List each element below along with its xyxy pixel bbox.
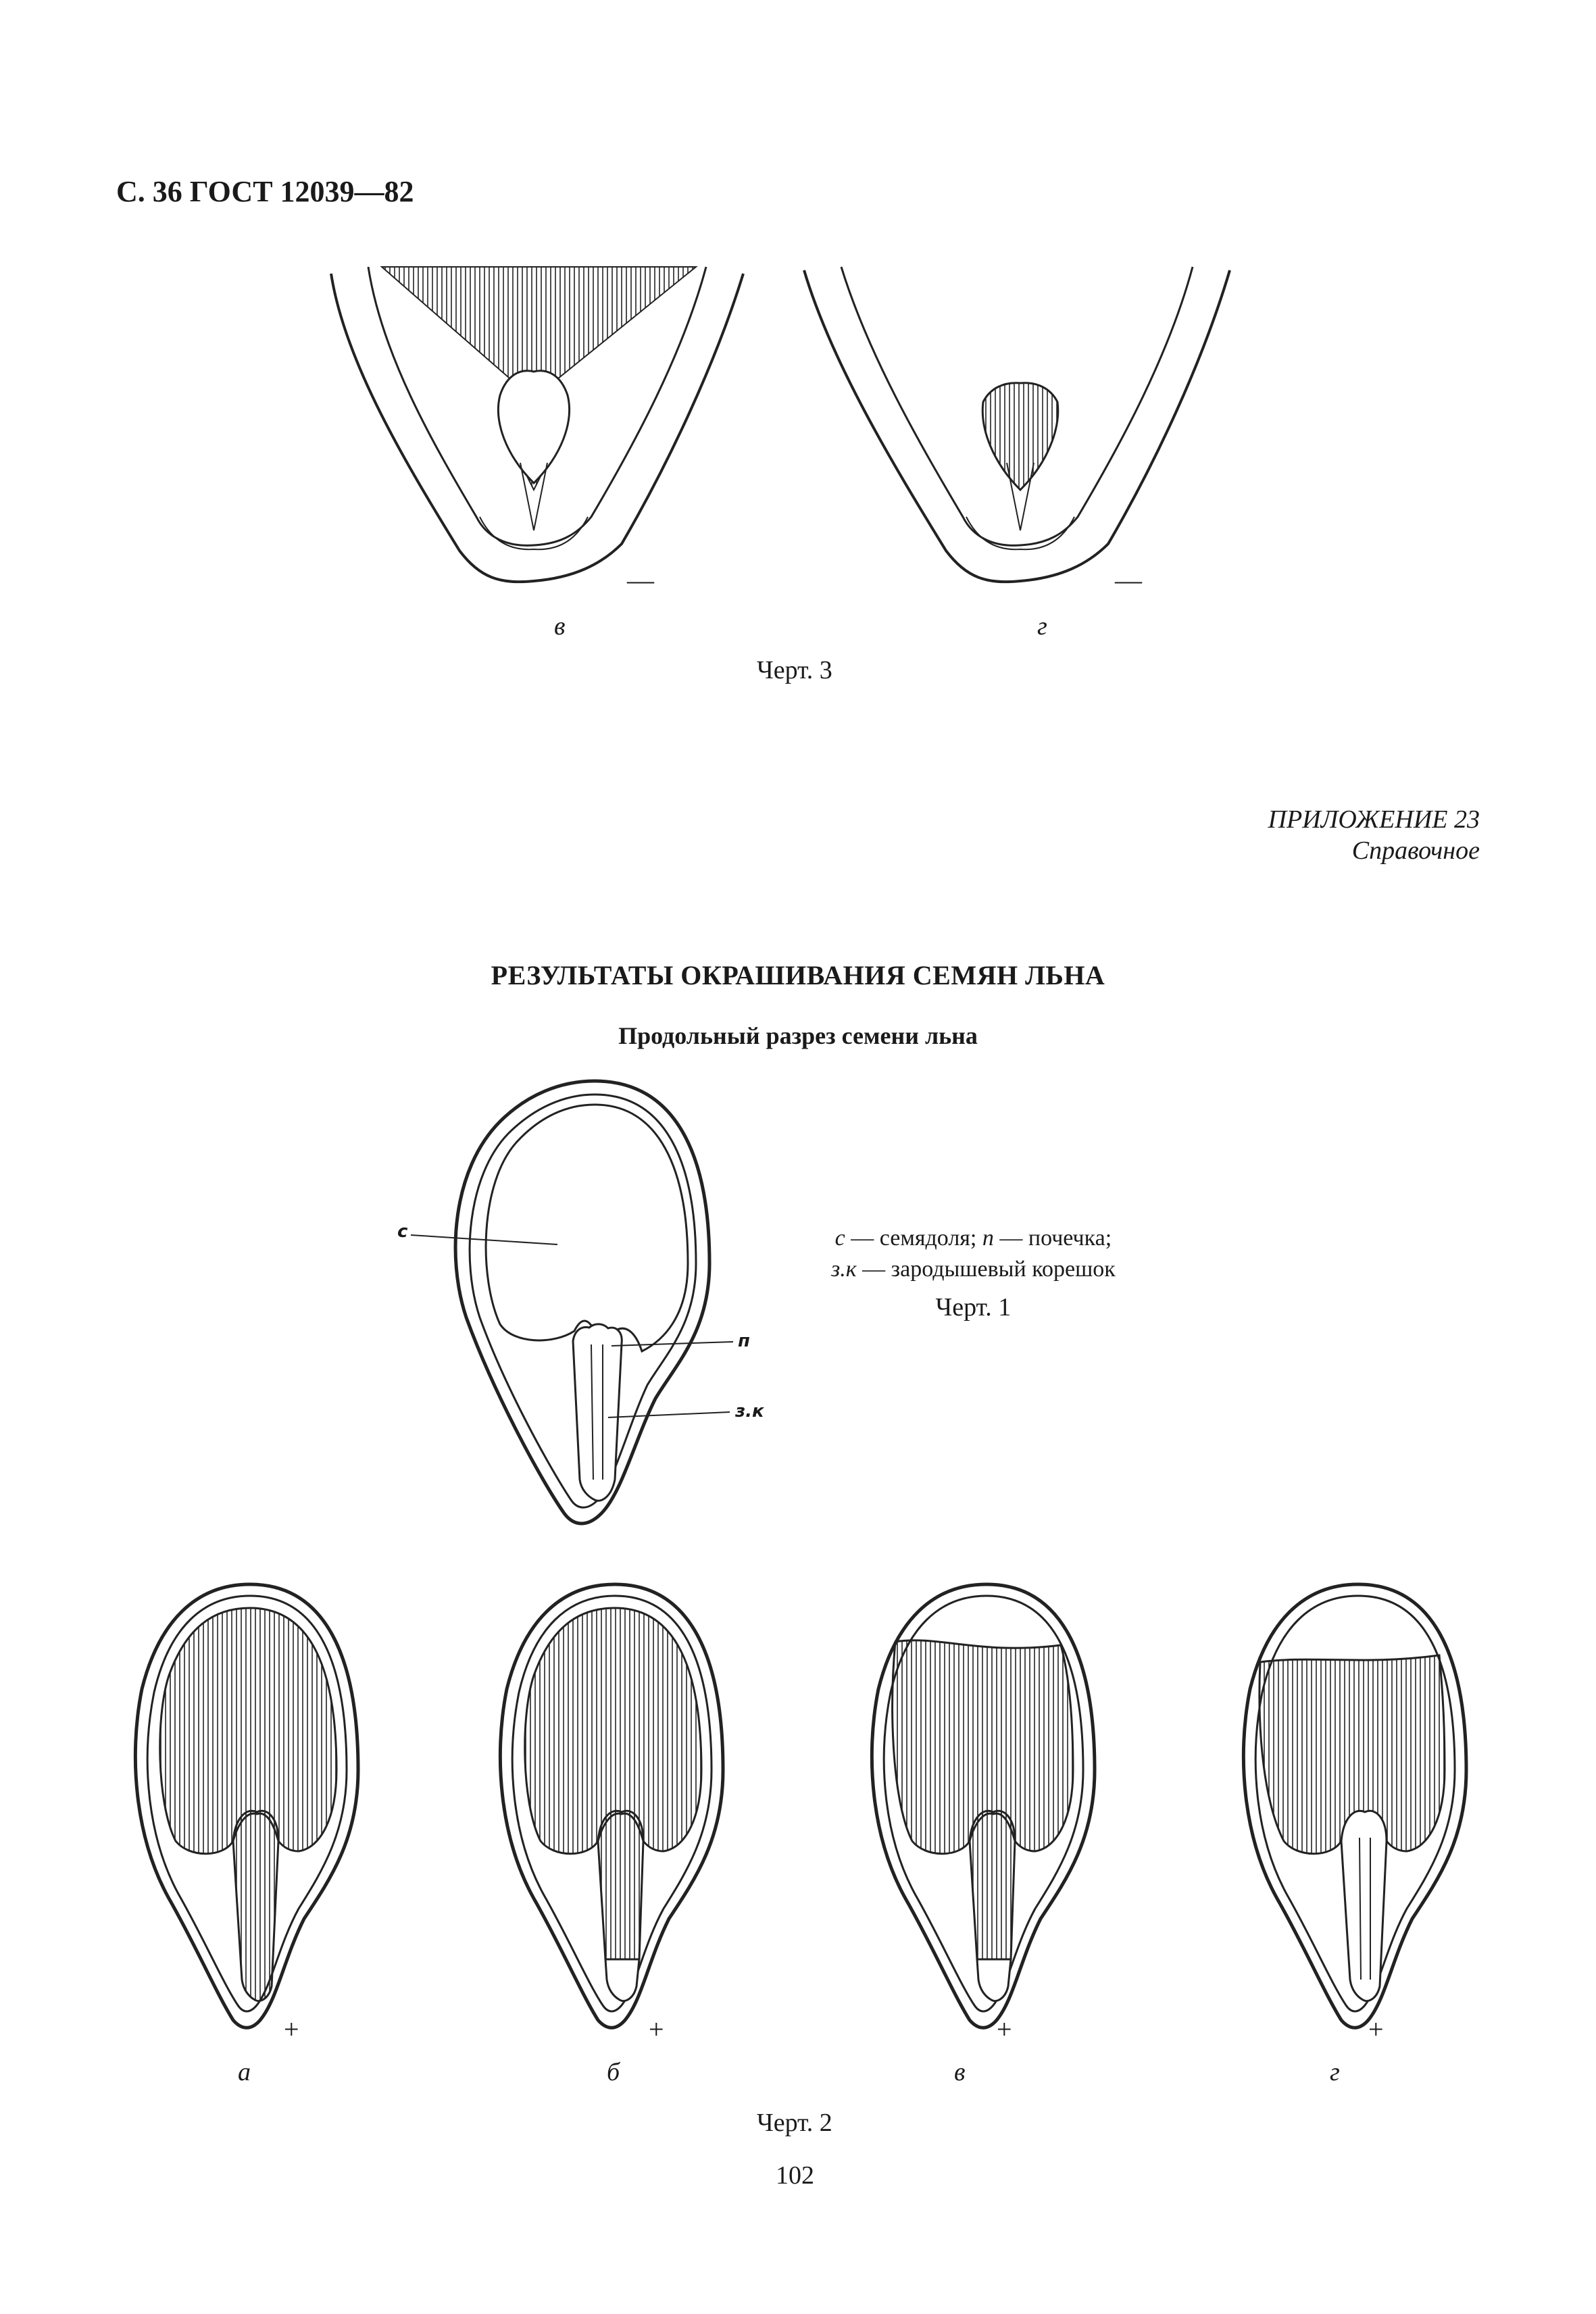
figure2-drawing bbox=[108, 1574, 1500, 2061]
figure1-caption: Черт. 1 bbox=[935, 1293, 1012, 1322]
page-header: С. 36 ГОСТ 12039—82 bbox=[116, 175, 414, 208]
legend-key-n: п bbox=[982, 1226, 994, 1251]
figure2-sign-v: + bbox=[997, 2014, 1012, 2044]
legend-line-1 bbox=[831, 1223, 1116, 1254]
legend-line-2 bbox=[831, 1254, 1116, 1285]
figure2-sign-a: + bbox=[284, 2014, 299, 2044]
figure2-label-a: а bbox=[238, 2058, 251, 2086]
figure1-pointer-n: п bbox=[738, 1331, 750, 1351]
figure1-drawing bbox=[392, 1074, 770, 1547]
figure2-sign-g: + bbox=[1368, 2014, 1384, 2044]
section-subtitle: Продольный разрез семени льна bbox=[618, 1022, 978, 1049]
figure3-sign-g: — bbox=[1115, 565, 1142, 595]
legend-key-c: с bbox=[834, 1226, 845, 1251]
figure2-seed-v bbox=[872, 1584, 1095, 2028]
legend-text-zk: — зародышевый корешок bbox=[862, 1257, 1116, 1282]
legend-text-n: — почечка; bbox=[999, 1226, 1112, 1251]
legend-text-c: — семядоля; bbox=[851, 1226, 977, 1251]
appendix-number: ПРИЛОЖЕНИЕ 23 bbox=[1268, 805, 1480, 834]
figure2-seed-a bbox=[135, 1584, 358, 2028]
figure2-label-v: в bbox=[954, 2058, 966, 2086]
figure1-legend bbox=[831, 1223, 1116, 1323]
figure2-seed-b bbox=[500, 1584, 723, 2028]
figure3-drawing bbox=[318, 260, 1297, 625]
section-title: РЕЗУЛЬТАТЫ ОКРАШИВАНИЯ СЕМЯН ЛЬНА bbox=[491, 960, 1105, 990]
figure2-caption: Черт. 2 bbox=[757, 2109, 832, 2137]
figure1-pointer-c: с bbox=[397, 1222, 408, 1242]
figure2-label-g: г bbox=[1330, 2058, 1340, 2086]
appendix-block bbox=[1268, 804, 1480, 866]
figure3-panel-v-seed bbox=[331, 267, 743, 582]
legend-key-zk: з.к bbox=[831, 1257, 857, 1282]
figure3-sign-v: — bbox=[627, 565, 654, 595]
figure2-sign-b: + bbox=[649, 2014, 664, 2044]
figure3-label-g: г bbox=[1037, 612, 1047, 640]
appendix-type: Справочное bbox=[1351, 836, 1480, 865]
figure3-panel-g-seed bbox=[804, 267, 1230, 582]
page-number: 102 bbox=[776, 2161, 814, 2190]
figure1-pointer-zk: з.к bbox=[735, 1401, 764, 1422]
figure3-caption: Черт. 3 bbox=[757, 656, 832, 684]
figure3-label-v: в bbox=[554, 612, 566, 640]
figure2-label-b: б bbox=[607, 2058, 620, 2086]
figure2-seed-g bbox=[1243, 1584, 1466, 2028]
